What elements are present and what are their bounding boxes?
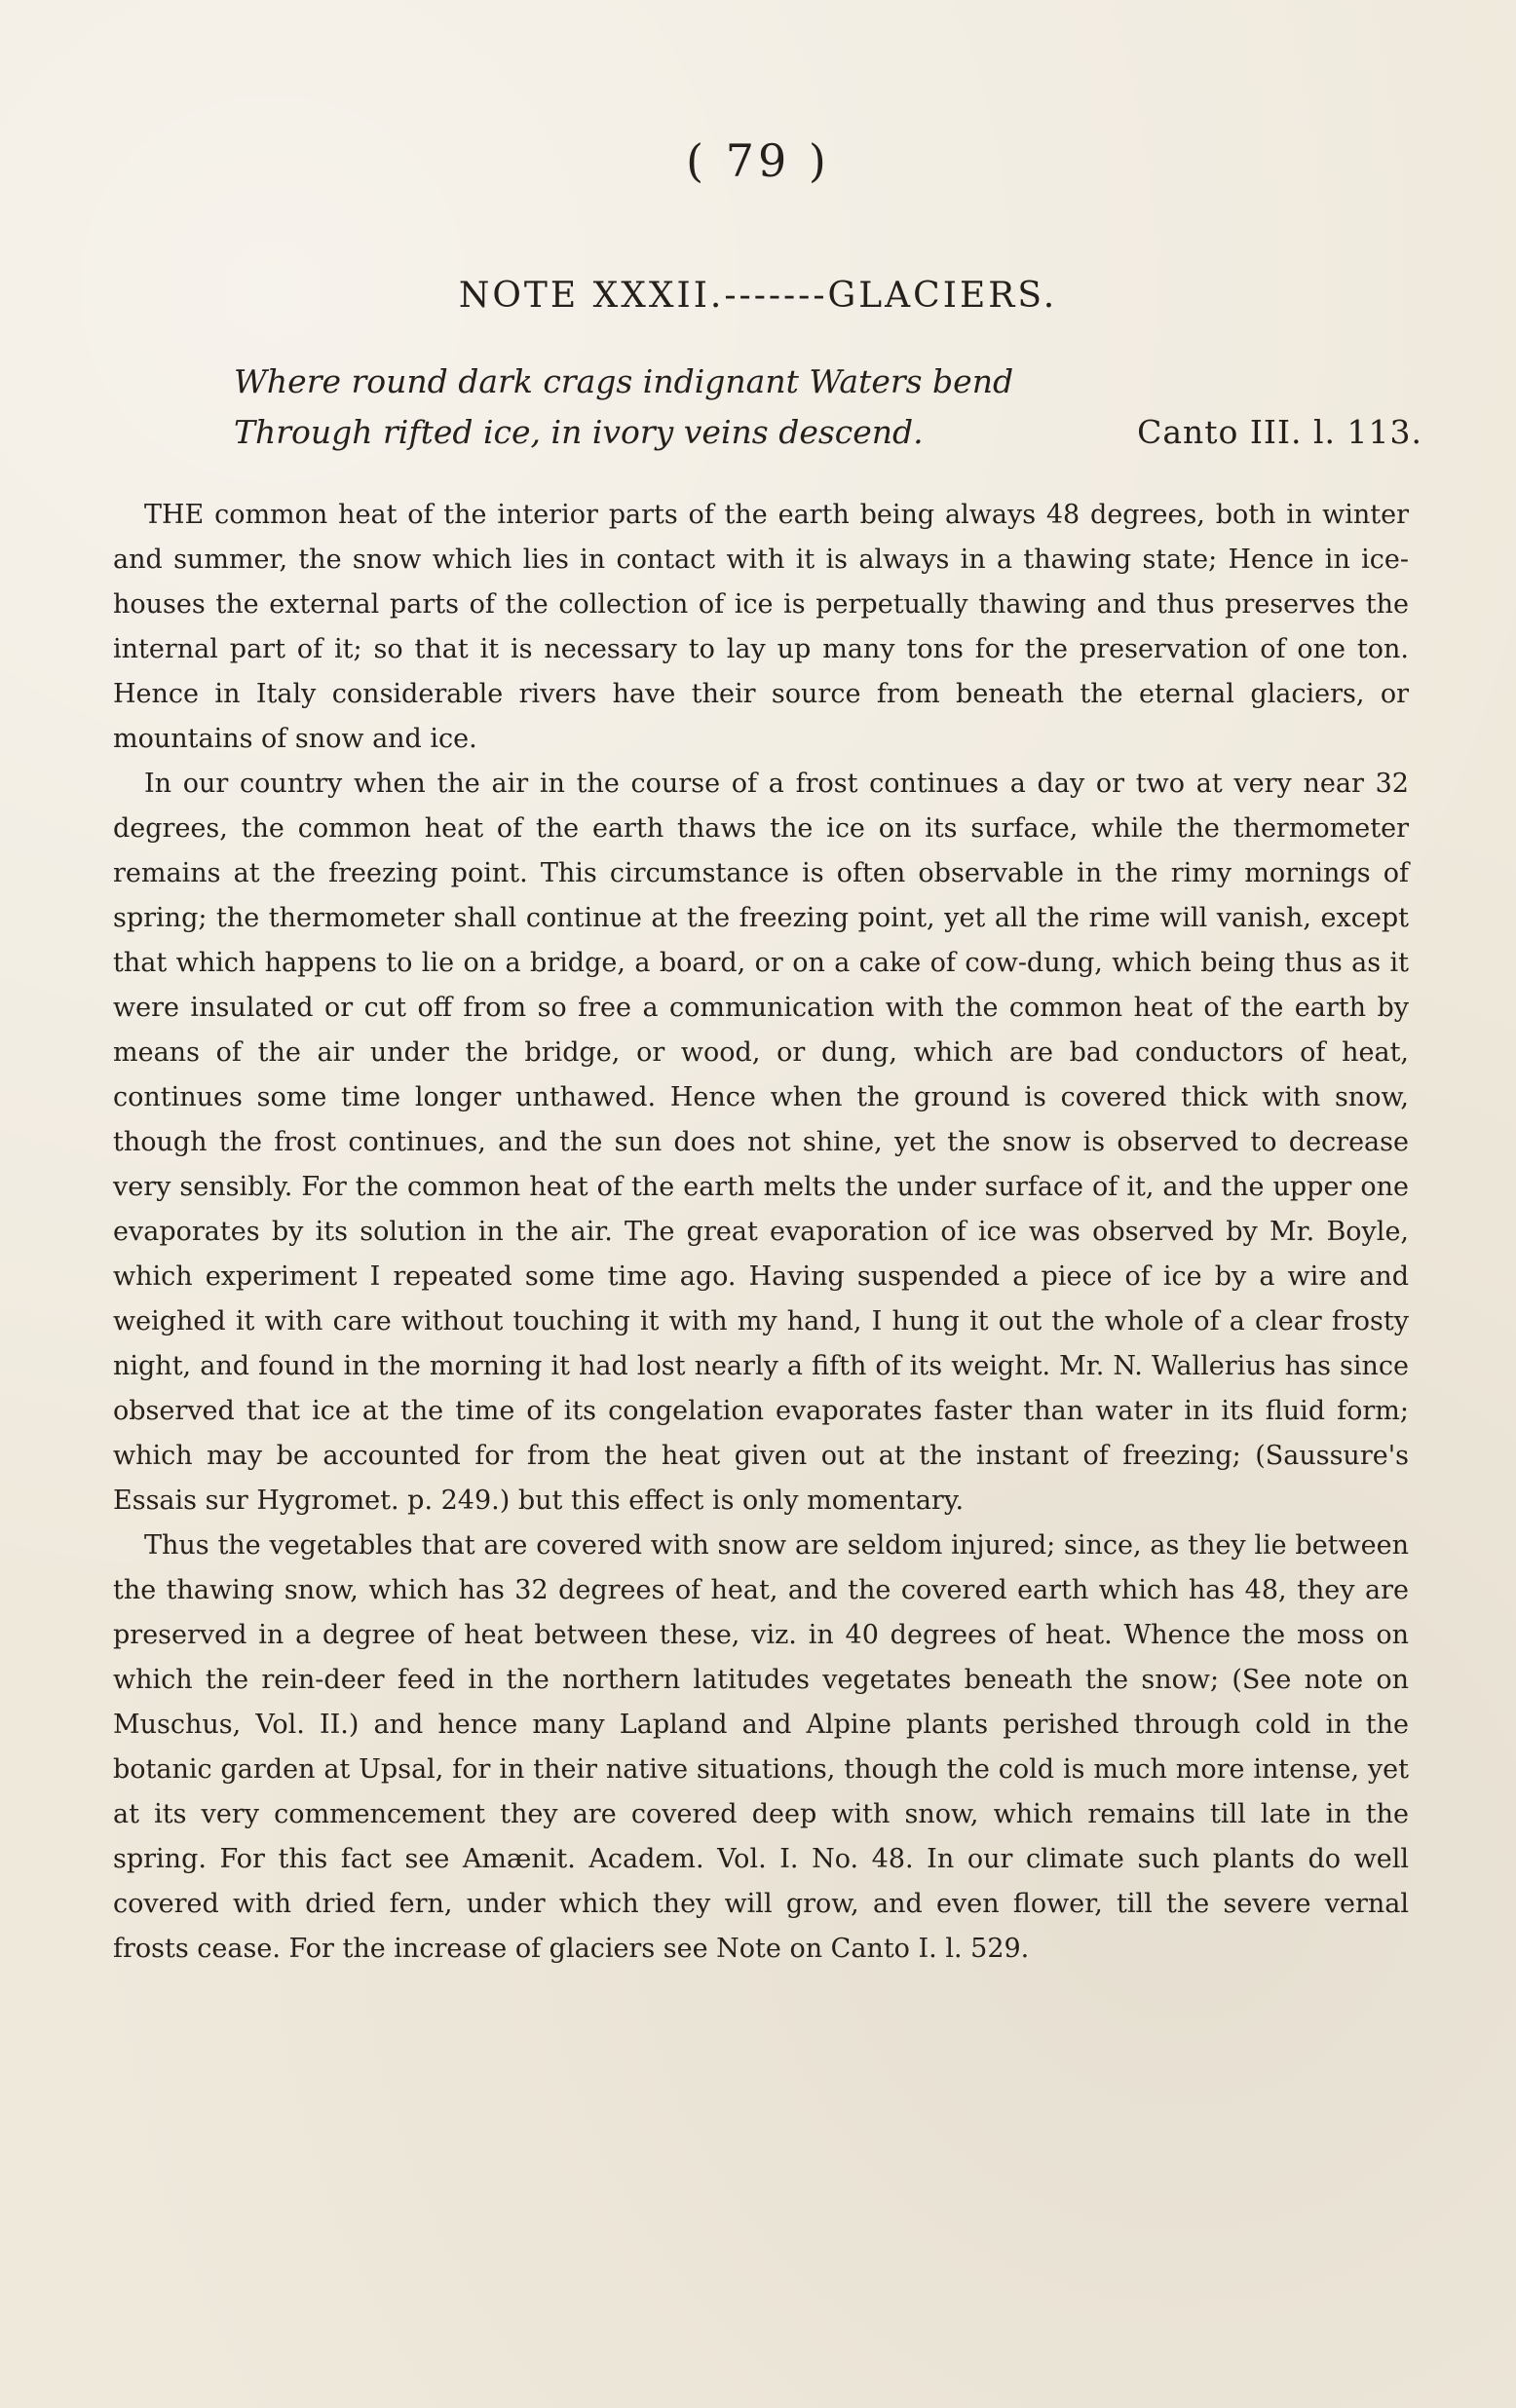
- verse-line-1: [234, 362, 1422, 400]
- verse-line-2-text: Through rifted ice, in ivory veins descend.: [234, 413, 924, 451]
- canto-reference: Canto III. l. 113.: [1137, 413, 1422, 451]
- verse-line-1-text: Where round dark crags indignant Waters bend: [234, 362, 1014, 400]
- paragraph-frost-and-evaporation: In our country when the air in the course of a frost continues a day or two at very near 32 degrees, the common heat of the earth thaws the ice on its surface, while the thermometer remains at the freezing point. This circumstance is often observable in the rimy mornings of spring; the thermometer shall continue at the freezing point, yet all the rime will vanish, except that which happens to lie on a bridge, a board, or on a cake of cow-dung, which being thus as it were insulated or cut off from so free a communication with the common heat of the earth by means of the air under the bridge, or wood, or dung, which are bad conductors of heat, continues some time longer unthawed. Hence when the ground is covered thick with snow, though the frost continues, and the sun does not shine, yet the snow is observed to decrease very sensibly. For the common heat of the earth melts the under surface of it, and the upper one evaporates by its solution in the air. The great evaporation of ice was observed by Mr. Boyle, which experiment I repeated some time ago. Having suspended a piece of ice by a wire and weighed it with care without touching it with my hand, I hung it out the whole of a clear frosty night, and found in the morning it had lost nearly a fifth of its weight. Mr. N. Wallerius has since observed that ice at the time of its congelation evaporates faster than water in its fluid form; which may be accounted for from the heat given out at the instant of freezing; (Saussure's Essais sur Hygromet. p. 249.) but this effect is only momentary.: [113, 769, 1409, 1516]
- note-body: [113, 493, 1409, 1972]
- note-title: NOTE XXXII.-------GLACIERS.: [458, 276, 1058, 316]
- paragraph-heat-and-ice: THE common heat of the interior parts of the earth being always 48 degrees, both in winter and summer, the snow which lies in contact with it is always in a thawing state; Hence in ice-houses the external parts of the collection of ice is perpetually thawing and thus preserves the internal part of it; so that it is necessary to lay up many tons for the preservation of one ton. Hence in Italy considerable rivers have their source from beneath the eternal glaciers, or mountains of snow and ice.: [113, 500, 1409, 754]
- page-number: ( 79 ): [686, 134, 830, 187]
- verse-line-2: [234, 413, 1422, 451]
- paragraph-vegetables-under-snow: Thus the vegetables that are covered with snow are seldom injured; since, as they lie between the thawing snow, which has 32 degrees of heat, and the covered earth which has 48, they are preserved in a degree of heat between these, viz. in 40 degrees of heat. Whence the moss on which the rein-deer feed in the northern latitudes vegetates beneath the snow; (See note on Muschus, Vol. II.) and hence many Lapland and Alpine plants perished through cold in the botanic garden at Upsal, for in their native situations, though the cold is much more intense, yet at its very commencement they are covered deep with snow, which remains till late in the spring. For this fact see Amænit. Academ. Vol. I. No. 48. In our climate such plants do well covered with dried fern, under which they will grow, and even flower, till the severe vernal frosts cease. For the increase of glaciers see Note on Canto I. l. 529.: [113, 1530, 1409, 1964]
